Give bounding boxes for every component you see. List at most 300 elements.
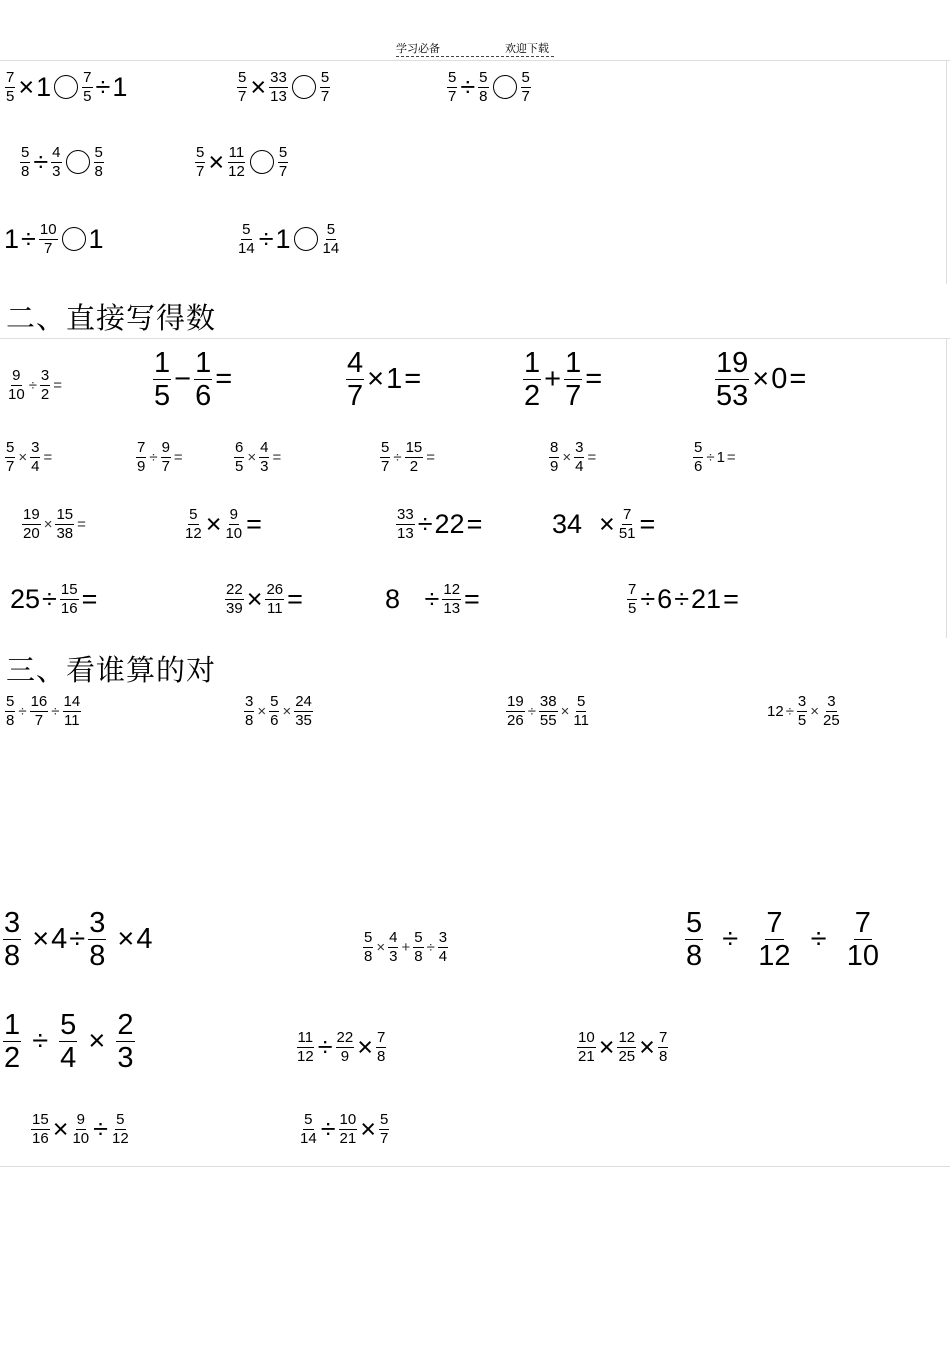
numerator: 33 [397,506,414,523]
fraction [658,1030,668,1065]
denominator: 7 [196,162,205,180]
numerator: 19 [716,347,749,379]
section-heading-2: 二、直接写得数 [6,301,217,335]
number: 22 [434,508,465,539]
expression-d4 [522,348,604,412]
operator: ÷ [706,448,715,466]
numerator: 7 [854,907,871,939]
denominator: 8 [686,940,703,973]
numerator: 5 [6,439,15,456]
rule-top [0,60,950,61]
header-right-text: 欢迎下载 [505,42,549,55]
number: 34 [552,508,583,539]
fraction [55,507,74,542]
denominator: 4 [575,457,584,475]
operator: × [80,1025,114,1058]
expression-d7 [135,440,185,475]
fraction [237,222,256,257]
operator: ÷ [320,1113,336,1144]
denominator: 7 [379,1129,389,1147]
expression-e11 [30,1112,131,1147]
fraction [339,1112,358,1147]
denominator: 8 [364,947,373,965]
operator: × [357,1031,373,1062]
operator: ÷ [28,376,37,394]
expression-c4 [19,145,105,180]
operator: × [24,923,50,956]
operator: × [109,923,135,956]
denominator: 10 [72,1129,90,1147]
denominator: 13 [397,524,414,542]
fraction [413,930,423,965]
expression-e2 [243,694,314,729]
expression-d15 [552,507,657,542]
numerator: 11 [297,1029,314,1046]
denominator: 8 [4,940,21,973]
expression-d11 [692,440,738,475]
operator: + [401,938,411,956]
fraction [88,908,106,972]
operator: ÷ [42,583,57,614]
fraction [320,70,330,105]
numerator: 4 [52,144,61,161]
numerator: 9 [12,367,21,384]
expression-e1 [4,694,82,729]
denominator: 5 [154,380,171,413]
numerator: 1 [4,1009,21,1041]
numerator: 12 [618,1029,636,1046]
operator: × [360,1113,376,1144]
denominator: 20 [23,524,40,542]
denominator: 3 [52,162,61,180]
fraction [278,145,288,180]
denominator: 7 [161,457,170,475]
expression-d13 [183,507,264,542]
operator: ÷ [674,583,690,614]
numerator: 7 [658,1029,668,1046]
numerator: 15 [56,506,74,523]
numerator: 16 [30,693,48,710]
numerator: 19 [507,693,524,710]
numerator: 5 [414,929,423,946]
operator: × [205,508,222,539]
numerator: 3 [245,693,254,710]
fraction [574,440,584,475]
expression-c5 [194,145,289,180]
fraction [227,145,246,180]
denominator: 7 [347,380,364,413]
numerator: 10 [39,221,57,238]
denominator: 6 [270,711,279,729]
fraction [577,1030,596,1065]
expression-e12 [298,1112,390,1147]
denominator: 12 [758,940,791,973]
number: 6 [657,583,673,614]
denominator: 2 [409,457,419,475]
operator: ÷ [460,71,476,102]
denominator: 39 [226,599,243,617]
denominator: 13 [270,87,287,105]
denominator: 2 [524,380,541,413]
denominator: 11 [64,711,80,729]
numerator: 5 [320,69,330,86]
denominator: 6 [195,380,212,413]
numerator: 1 [524,347,541,379]
numerator: 5 [521,69,530,86]
denominator: 55 [539,711,557,729]
operator: = [466,508,483,539]
numerator: 10 [578,1029,595,1046]
number: 1 [88,223,104,254]
denominator: 8 [21,162,30,180]
operator: ÷ [393,448,402,466]
number: 1 [275,223,291,254]
fraction [136,440,146,475]
fraction [82,70,92,105]
fraction [5,70,15,105]
denominator: 4 [438,947,448,965]
fraction [31,1112,50,1147]
number: 21 [691,583,722,614]
numerator: 24 [295,693,312,710]
fraction [715,348,749,412]
numerator: 5 [479,69,488,86]
denominator: 4 [31,457,40,475]
denominator: 8 [245,711,254,729]
number: 1 [4,223,20,254]
numerator: 5 [189,506,198,523]
numerator: 7 [376,1029,386,1046]
number: 4 [136,923,153,956]
fraction [194,348,212,412]
operator: = [173,448,183,466]
numerator: 1 [565,347,582,379]
denominator: 12 [185,524,202,542]
numerator: 3 [31,439,40,456]
operator: × [562,448,572,466]
denominator: 2 [4,1042,21,1075]
fraction [618,507,637,542]
fraction [564,348,582,412]
numerator: 5 [242,221,251,238]
expression-e7 [684,908,881,972]
denominator: 13 [443,599,461,617]
fraction [5,440,15,475]
numerator: 3 [40,367,50,384]
fraction [116,1010,134,1074]
number: 1 [36,71,52,102]
numerator: 9 [76,1111,85,1128]
rule-bottom [0,1166,950,1167]
compare-circle-blank [493,75,517,99]
operator: × [247,448,257,466]
operator: × [18,71,35,102]
denominator: 7 [320,87,330,105]
expression-d19 [626,582,741,617]
denominator: 7 [238,87,247,105]
operator: = [77,515,86,533]
denominator: 7 [6,457,15,475]
numerator: 5 [6,693,15,710]
operator: ÷ [95,71,111,102]
denominator: 8 [376,1047,386,1065]
fraction [39,222,58,257]
operator: − [174,363,192,396]
operator: ÷ [93,1113,108,1144]
operator: ÷ [18,702,27,720]
fraction [846,908,880,972]
operator: × [639,1031,655,1062]
fraction [296,1030,315,1065]
rule-right-2 [946,338,947,638]
denominator: 14 [322,239,340,257]
fraction [225,582,244,617]
operator: ÷ [258,223,274,254]
expression-e4 [767,694,842,729]
operator: ÷ [33,146,49,177]
header-divider [396,56,554,57]
numerator: 1 [154,347,171,379]
expression-d6 [4,440,54,475]
fraction [549,440,559,475]
denominator: 10 [225,524,243,542]
denominator: 7 [565,380,582,413]
operator: ÷ [21,223,36,254]
fraction [396,507,415,542]
fraction [322,222,341,257]
numerator: 15 [60,581,78,598]
fraction [376,1030,386,1065]
fraction [299,1112,318,1147]
denominator: 12 [111,1129,129,1147]
fraction [234,440,244,475]
operator: × [282,702,292,720]
expression-d12 [21,507,88,542]
operator: × [560,702,570,720]
denominator: 14 [300,1129,317,1147]
fraction [506,694,525,729]
numerator: 5 [326,221,336,238]
operator: ÷ [402,583,440,614]
fraction [442,582,461,617]
denominator: 2 [40,385,50,403]
expression-d2 [152,348,234,412]
fraction [224,507,243,542]
compare-circle-blank [292,75,316,99]
fraction [797,694,807,729]
number: 12 [767,702,784,720]
denominator: 7 [44,239,53,257]
numerator: 11 [228,144,245,161]
numerator: 5 [21,144,30,161]
expression-c3 [446,70,532,105]
expression-e10 [576,1030,669,1065]
denominator: 12 [297,1047,314,1065]
numerator: 14 [63,693,81,710]
denominator: 10 [846,940,879,973]
fraction [822,694,841,729]
operator: = [81,583,98,614]
numerator: 7 [137,439,146,456]
operator: = [43,448,53,466]
number: 25 [10,583,41,614]
fraction [63,694,82,729]
operator: × [752,363,770,396]
compare-circle-blank [54,75,78,99]
fraction [259,440,269,475]
operator: = [789,363,807,396]
numerator: 5 [448,69,457,86]
fraction [685,908,703,972]
numerator: 5 [694,439,703,456]
section-heading-3: 三、看谁算的对 [6,653,217,687]
numerator: 4 [260,439,269,456]
numerator: 1 [195,347,212,379]
operator: ÷ [794,923,843,956]
compare-circle-blank [294,227,318,251]
expression-c1 [4,70,127,105]
denominator: 21 [578,1047,595,1065]
numerator: 7 [83,69,92,86]
operator: = [464,583,480,614]
numerator: 10 [339,1111,357,1128]
expression-e6 [362,930,449,965]
numerator: 8 [550,439,559,456]
operator: × [52,1113,69,1144]
numerator: 5 [381,439,390,456]
fraction [59,1010,77,1074]
denominator: 16 [32,1129,49,1147]
fraction [336,1030,355,1065]
fraction [693,440,703,475]
expression-d1 [6,368,64,403]
numerator: 5 [60,1009,77,1041]
expression-d3 [345,348,423,412]
operator: = [723,583,739,614]
operator: ÷ [149,448,158,466]
fraction [7,368,26,403]
operator: = [246,508,262,539]
expression-d18 [385,582,482,617]
denominator: 6 [694,457,703,475]
numerator: 5 [686,907,703,939]
operator: = [272,448,282,466]
fraction [184,507,203,542]
operator: ÷ [785,702,794,720]
denominator: 8 [658,1047,668,1065]
fraction [346,348,364,412]
denominator: 5 [628,599,637,617]
numerator: 3 [4,907,21,939]
denominator: 25 [618,1047,636,1065]
fraction [379,1112,389,1147]
numerator: 4 [389,929,398,946]
expression-e9 [295,1030,387,1065]
number: 0 [771,363,788,396]
denominator: 8 [479,87,488,105]
fraction [153,348,171,412]
numerator: 7 [623,506,632,523]
denominator: 35 [295,711,312,729]
fraction [617,1030,636,1065]
fraction [269,694,279,729]
denominator: 5 [6,87,15,105]
number: 4 [51,923,68,956]
numerator: 22 [336,1029,354,1046]
denominator: 3 [117,1042,134,1075]
denominator: 7 [34,711,44,729]
expression-c6 [4,222,104,257]
number: 8 [385,583,401,614]
numerator: 33 [270,69,287,86]
operator: = [53,376,63,394]
numerator: 5 [270,693,279,710]
fraction [60,582,79,617]
fraction [5,694,15,729]
operator: × [208,146,225,177]
operator: × [250,71,267,102]
numerator: 2 [117,1009,134,1041]
numerator: 12 [443,581,461,598]
denominator: 5 [235,457,244,475]
fraction [478,70,488,105]
operator: × [257,702,267,720]
fraction [539,694,558,729]
fraction [627,582,637,617]
denominator: 9 [137,457,146,475]
numerator: 3 [438,929,448,946]
denominator: 9 [340,1047,350,1065]
numerator: 5 [304,1111,313,1128]
denominator: 3 [260,457,269,475]
fraction [237,70,247,105]
compare-circle-blank [66,150,90,174]
fraction [3,908,21,972]
operator: × [18,448,28,466]
expression-e5 [2,908,152,972]
operator: × [598,1031,615,1062]
compare-circle-blank [250,150,274,174]
expression-d14 [395,507,484,542]
rule-section2-top [0,338,950,339]
denominator: 11 [267,599,283,617]
operator: × [584,508,615,539]
denominator: 8 [94,162,103,180]
fraction [438,930,448,965]
denominator: 3 [389,947,398,965]
fraction [71,1112,90,1147]
denominator: 8 [89,940,106,973]
denominator: 38 [56,524,74,542]
number: 1 [112,71,128,102]
numerator: 4 [347,347,364,379]
denominator: 5 [83,87,92,105]
fraction [380,440,390,475]
operator: ÷ [527,702,536,720]
fraction [20,145,30,180]
fraction [22,507,41,542]
expression-d10 [548,440,598,475]
expression-d8 [233,440,283,475]
denominator: 21 [339,1129,357,1147]
operator: ÷ [706,923,755,956]
denominator: 7 [448,87,457,105]
numerator: 5 [278,144,288,161]
operator: = [585,363,603,396]
denominator: 12 [228,162,245,180]
numerator: 5 [576,693,586,710]
fraction [388,930,398,965]
